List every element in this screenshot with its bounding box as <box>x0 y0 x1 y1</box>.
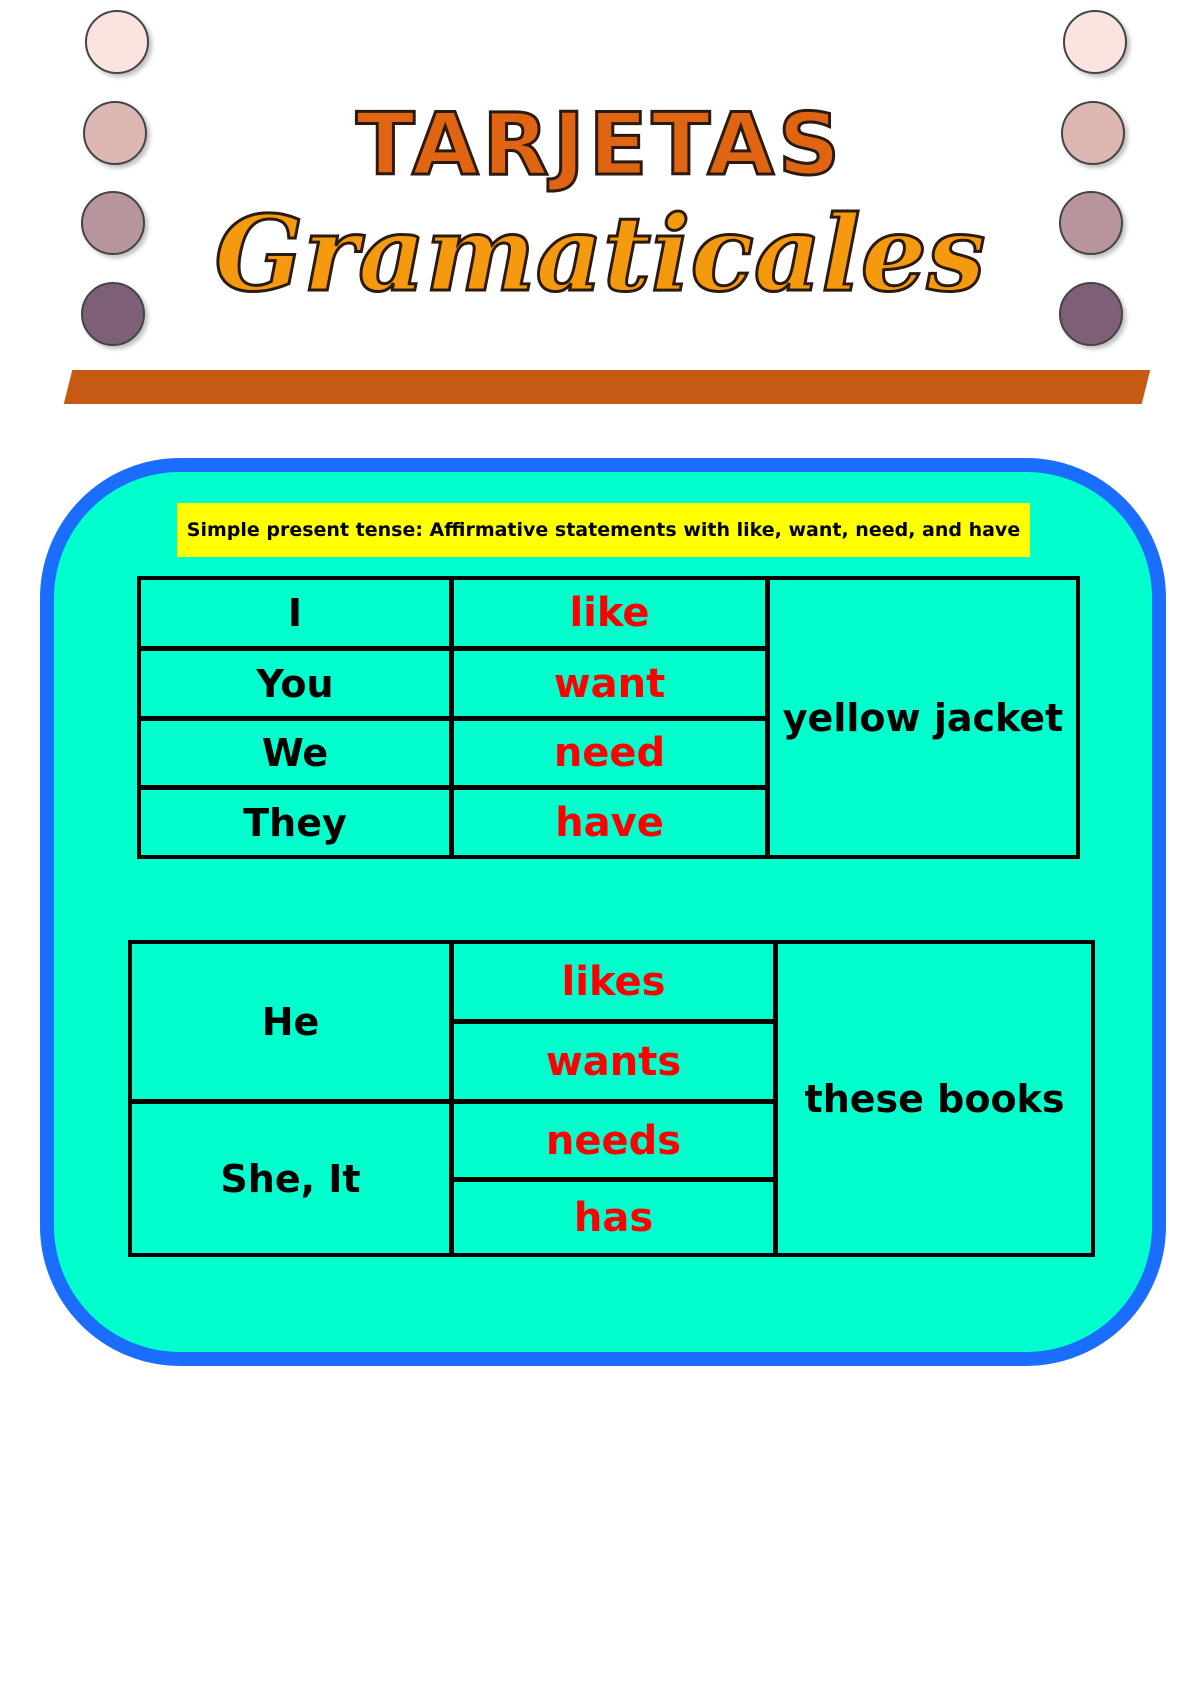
table-cell-subject: You <box>256 661 334 706</box>
table-cell-verb: have <box>555 799 664 846</box>
grammar-table-plural <box>137 576 1080 859</box>
decorative-dot <box>85 10 149 74</box>
table-cell-verb: wants <box>545 1038 682 1085</box>
decorative-dot <box>1063 10 1127 74</box>
table-cell-object: these books <box>804 1076 1065 1121</box>
header-divider-bar <box>64 370 1150 404</box>
title-tarjetas: TARJETAS <box>356 95 844 195</box>
table-cell-object: yellow jacket <box>782 695 1064 740</box>
table-cell-subject: He <box>261 999 320 1044</box>
table-cell-verb: need <box>553 730 666 776</box>
grammar-table-singular <box>128 940 1095 1257</box>
title-gramaticales: Gramaticales <box>214 192 986 315</box>
table-cell-verb: has <box>573 1194 654 1241</box>
table-cell-subject: I <box>287 591 303 635</box>
table-cell-subject: We <box>261 731 329 775</box>
table-cell-verb: likes <box>561 958 666 1005</box>
table-cell-verb: needs <box>545 1117 682 1164</box>
table-cell-verb: want <box>553 660 666 707</box>
table-cell-subject: She, It <box>220 1156 361 1201</box>
table-cell-subject: They <box>243 800 347 845</box>
table-cell-verb: like <box>569 590 650 636</box>
card-caption: Simple present tense: Affirmative statements with like, want, need, and have <box>177 503 1030 557</box>
